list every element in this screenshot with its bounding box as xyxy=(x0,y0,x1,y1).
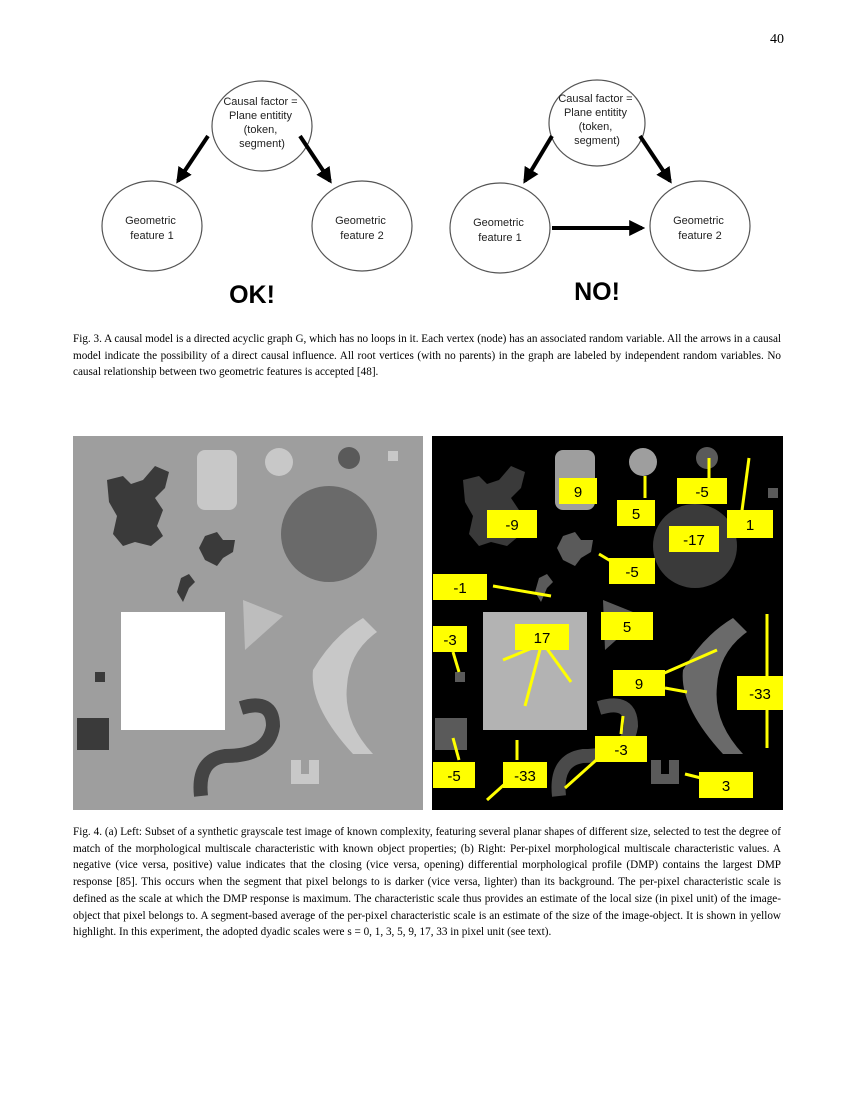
arrow-root-to-feature-1 xyxy=(525,136,552,181)
scale-label: -1 xyxy=(453,580,467,597)
figure-3-caption: Fig. 3. A causal model is a directed acyclic graph G, which has no loops in it. Each vertex (node) has an associated random variable. All the arrows in a causal model indicate the possibility of a direct causal influence. All root vertices (with no parents) in the graph are labeled by independent random variables. No causal relationship between two geometric features is accepted [48]. xyxy=(73,333,782,379)
child-node-1-label: Geometric feature 1 xyxy=(125,215,176,242)
shape-tiny-dark-circle xyxy=(338,447,360,469)
scale-label: -9 xyxy=(505,517,519,534)
scale-label: -5 xyxy=(625,564,639,581)
figure-4-caption: Fig. 4. (a) Left: Subset of a synthetic grayscale test image of known complexity, featuring several planar shapes of different size, selected to test the degree of match of the morphological multiscale characteristic with known object properties; (b) Right: Per-pixel morphological multiscale characteristic values. A negative (vice versa, positive) value indicates that the closing (vice versa, opening) differential morphological profile (DMP) contains the largest DMP response [85]. This occurs when the segment that pixel belongs to is darker (vice versa, lighter) than its background. The per-pixel characteristic scale is defined as the scale at which the DMP response is maximum. The characteristic scale thus provides an estimate of the local size (in pixel unit) of the image-object that pixel belongs to. A segment-based average of the per-pixel characteristic scale is an estimate of the size of the image-object. It is shown in yellow highlight. In this experiment, the adopted dyadic scales were s = 0, 1, 3, 5, 9, 17, 33 in pixel unit (see text). xyxy=(73,826,781,939)
arrow-root-to-feature-2 xyxy=(640,136,670,181)
arrow-minus3-up xyxy=(621,716,623,734)
synthetic-grayscale-image xyxy=(73,436,423,810)
scale-label: 9 xyxy=(634,676,644,693)
scale-label: 3 xyxy=(721,778,731,795)
shape-light-rounded xyxy=(197,450,237,510)
scale-label: 1 xyxy=(745,517,755,534)
characteristic-scale-map xyxy=(432,436,783,810)
root-node-label: Causal factor = Plane entitity (token, segment) xyxy=(558,93,633,147)
causal-diagram-no xyxy=(450,80,750,306)
shape-small-circle xyxy=(265,448,293,476)
verdict-ok: OK! xyxy=(229,281,275,309)
shape-tiny-dark-square xyxy=(95,672,105,682)
figure-4-images xyxy=(73,436,783,810)
scale-label: -17 xyxy=(683,532,705,549)
child-node-1-label: Geometric feature 1 xyxy=(473,217,524,244)
child-node-2-label: Geometric feature 2 xyxy=(335,215,386,242)
scale-label: -33 xyxy=(749,686,771,703)
shape-tiny-square xyxy=(388,451,398,461)
verdict-no: NO! xyxy=(574,278,620,306)
scale-label: -5 xyxy=(447,768,461,785)
scale-label: 5 xyxy=(622,619,632,636)
scale-label: -33 xyxy=(514,768,536,785)
scale-label: -5 xyxy=(695,484,709,501)
child-node-2-label: Geometric feature 2 xyxy=(673,215,724,242)
arrow-root-to-feature-2 xyxy=(300,136,330,181)
shape-white-rectangle xyxy=(121,612,225,730)
arrow-root-to-feature-1 xyxy=(178,136,208,181)
page-number: 40 xyxy=(770,32,784,47)
scale-label: -3 xyxy=(614,742,628,759)
scale-label: 9 xyxy=(573,484,583,501)
causal-diagram-ok xyxy=(102,81,412,309)
figure-3-causal-diagrams xyxy=(80,78,770,318)
scale-label: 17 xyxy=(533,630,551,647)
shape-dark-square xyxy=(77,718,109,750)
shape-large-circle xyxy=(281,486,377,582)
scale-label: 5 xyxy=(631,506,641,523)
scale-label: -3 xyxy=(443,632,457,649)
root-node-label: Causal factor = Plane entitity (token, segment) xyxy=(223,96,298,150)
